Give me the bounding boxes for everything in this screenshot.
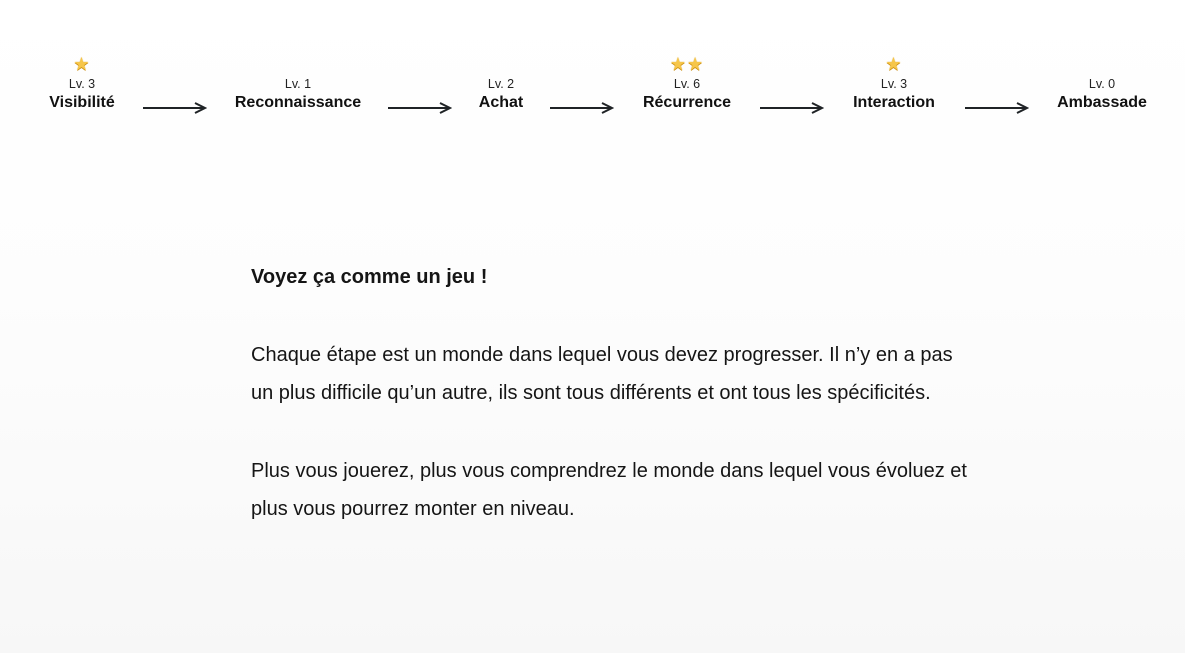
intro-text-block [251,258,971,529]
stage-stars [1057,52,1147,76]
intro-paragraph-1: Chaque étape est un monde dans lequel vous devez progresser. Il n’y en a pas un plus difficile qu’un autre, ils sont tous différents et ont tous les spécificités. [251,343,953,404]
stage-reconnaissance [235,52,361,112]
stage-level: Lv. 2 [487,77,515,91]
stage-stars [49,52,115,76]
stage-name: Achat [478,94,524,111]
stage-visibilite [49,52,115,112]
stage-interaction [853,52,935,112]
stage-progression-bar [0,0,1185,140]
stage-name: Récurrence [642,94,732,111]
stage-ambassade [1057,52,1147,112]
stage-stars [853,52,935,76]
stage-level: Lv. 6 [673,77,701,91]
arrow-right-icon [550,101,614,115]
arrow-right-icon [388,101,452,115]
arrow-right-icon [965,101,1029,115]
star-icon: ★ [73,54,91,74]
stage-stars [479,52,523,76]
stage-stars [643,52,731,76]
stage-level: Lv. 0 [1088,77,1116,91]
intro-paragraph-2: Plus vous jouerez, plus vous comprendrez le monde dans lequel vous évoluez et plus vous pourrez monter en niveau. [251,459,967,520]
stage-name: Reconnaissance [234,94,362,111]
stage-stars [235,52,361,76]
star-icon: ★ [885,54,903,74]
intro-heading: Voyez ça comme un jeu ! [251,266,488,288]
stage-name: Interaction [853,94,935,111]
stage-name: Ambassade [1057,94,1147,111]
stage-level: Lv. 3 [880,77,908,91]
stage-recurrence [643,52,731,112]
arrow-right-icon [760,101,824,115]
star-icon: ★ [669,54,687,74]
arrow-right-icon [143,101,207,115]
stage-name: Visibilité [49,94,115,111]
stage-level: Lv. 1 [284,77,312,91]
stage-achat [479,52,523,112]
stage-level: Lv. 3 [68,77,96,91]
star-icon: ★ [686,54,705,74]
